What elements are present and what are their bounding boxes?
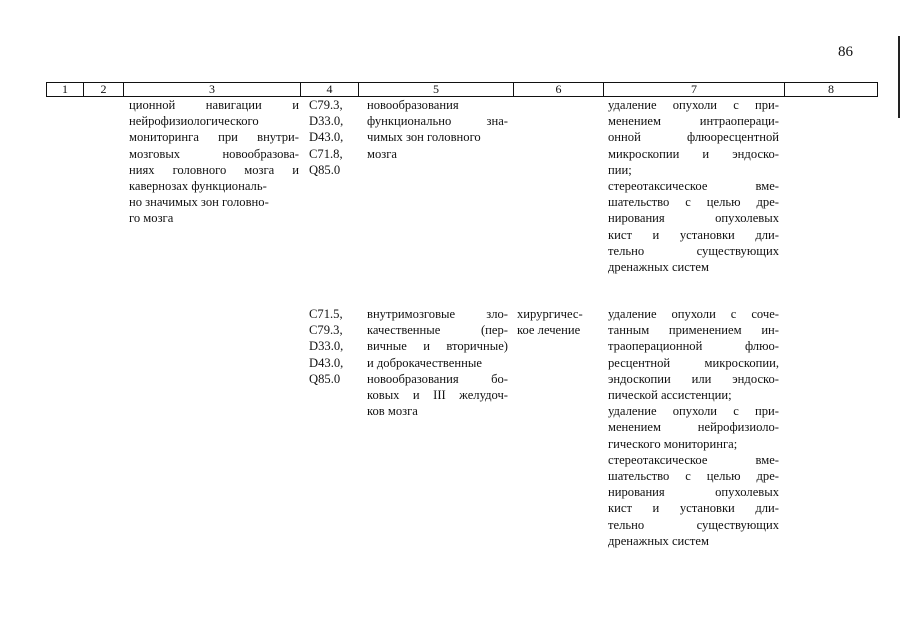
text-line: пической ассистенции; (608, 388, 732, 403)
text-line: удаление опухоли с при- (608, 98, 779, 112)
text-line: менением интраопераци- (608, 114, 779, 129)
text-line: мозга (367, 146, 397, 161)
text-line: менением нейрофизиоло- (608, 420, 779, 435)
code-line: D33.0, (309, 339, 344, 354)
text-line: дренажных систем (608, 533, 709, 548)
code-line: Q85.0 (309, 162, 341, 177)
text-line: тельно существующих (608, 517, 779, 532)
text-line: шательство с целью дре- (608, 195, 779, 210)
text-line: нейрофизиологического (129, 114, 259, 129)
text-line: танным применением ин- (608, 323, 779, 338)
text-line: ковых и III желудоч- (367, 388, 508, 403)
header-cell-6: 6 (514, 83, 604, 96)
text-line: мониторинга при внутри- (129, 130, 299, 145)
text-line: нирования опухолевых (608, 485, 779, 500)
table-header-row (46, 82, 878, 97)
text-line: кое лечение (517, 323, 581, 338)
block2-col6-text (517, 306, 601, 338)
text-line: онной флюоресцентной (608, 130, 779, 145)
text-line: но значимых зон головно- (129, 195, 269, 210)
text-line: ниях головного мозга и (129, 162, 299, 177)
block1-col7-text (608, 97, 779, 275)
block1-col3-text (129, 97, 299, 227)
code-line: D33.0, (309, 114, 344, 129)
text-line: удаление опухоли с при- (608, 404, 779, 419)
block2-col7-text (608, 306, 779, 549)
code-line: C79.3, (309, 98, 343, 112)
text-line: новообразования бо- (367, 371, 508, 386)
text-line: кавернозах функциональ- (129, 179, 267, 194)
text-line: гического мониторинга; (608, 436, 738, 451)
text-line: ков мозга (367, 404, 418, 419)
text-line: хирургичес- (517, 307, 583, 321)
text-line: кист и установки дли- (608, 227, 779, 242)
text-line: кист и установки дли- (608, 501, 779, 516)
text-line: пии; (608, 162, 632, 177)
block1-col5-text (367, 97, 508, 162)
text-line: функционально зна- (367, 114, 508, 129)
text-line: ционной навигации и (129, 98, 299, 112)
block2-col5-text (367, 306, 508, 419)
code-line: D43.0, (309, 355, 344, 370)
text-line: и доброкачественные (367, 355, 482, 370)
header-cell-8: 8 (828, 82, 834, 96)
text-line: чимых зон головного (367, 130, 481, 145)
text-line: удаление опухоли с соче- (608, 307, 779, 321)
header-cell-4: 4 (301, 83, 359, 96)
text-line: тельно существующих (608, 243, 779, 258)
text-line: ресцентной микроскопии, (608, 355, 779, 370)
text-line: стереотаксическое вме- (608, 179, 779, 194)
text-line: качественные (пер- (367, 323, 508, 338)
text-line: мозговых новообразова- (129, 146, 299, 161)
text-line: вичные и вторичные) (367, 339, 508, 354)
text-line: внутримозговые зло- (367, 307, 508, 321)
text-line: микроскопии и эндоско- (608, 146, 779, 161)
header-cell-5: 5 (359, 83, 514, 96)
header-cell-1: 1 (47, 83, 84, 96)
text-line: стереотаксическое вме- (608, 452, 779, 467)
header-cell-3: 3 (124, 83, 301, 96)
text-line: дренажных систем (608, 260, 709, 275)
block2-col4-codes (309, 306, 361, 387)
code-line: C79.3, (309, 323, 343, 338)
page-number: 86 (838, 44, 853, 60)
code-line: C71.8, (309, 146, 343, 161)
header-cell-7: 7 (604, 83, 785, 96)
header-cell-2: 2 (84, 83, 124, 96)
text-line: траоперационной флюо- (608, 339, 779, 354)
block1-col4-codes (309, 97, 361, 178)
text-line: новообразования (367, 98, 459, 112)
code-line: C71.5, (309, 307, 343, 321)
text-line: эндоскопии или эндоско- (608, 371, 779, 386)
text-line: нирования опухолевых (608, 211, 779, 226)
text-line: го мозга (129, 211, 174, 226)
text-line: шательство с целью дре- (608, 469, 779, 484)
code-line: Q85.0 (309, 371, 341, 386)
code-line: D43.0, (309, 130, 344, 145)
page-edge-mark (898, 36, 900, 118)
